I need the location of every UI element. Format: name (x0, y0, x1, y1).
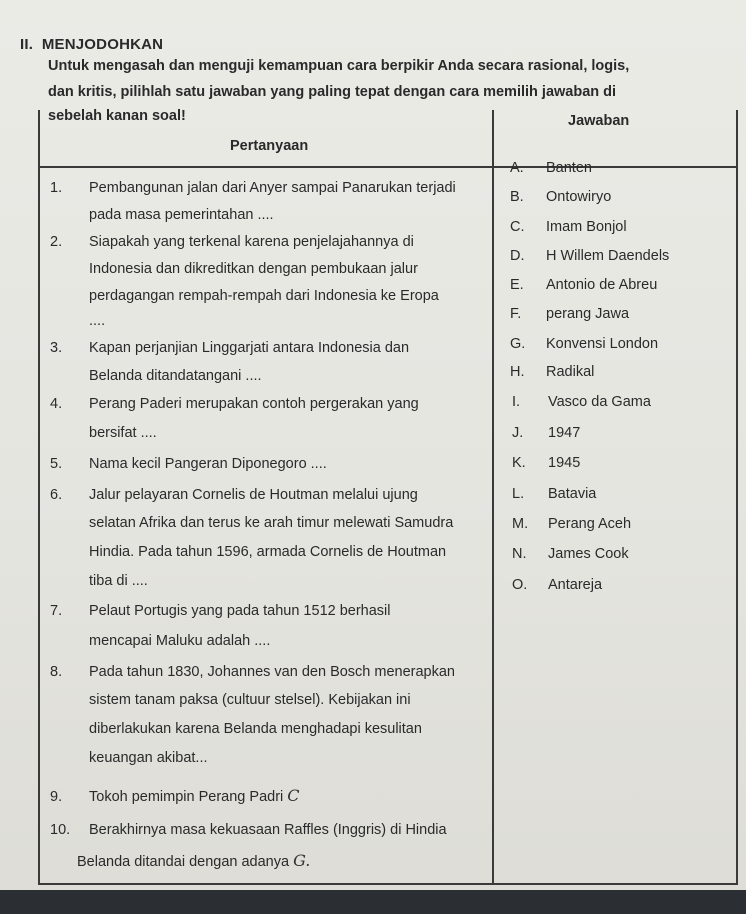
answer-option: M. Perang Aceh (512, 516, 632, 532)
handwritten-answer-10: G. (293, 851, 311, 870)
answer-option: L. Batavia (512, 486, 597, 502)
question-8-cont: diberlakukan karena Belanda menghadapi kesulitan (89, 721, 422, 737)
question-6-cont: Hindia. Pada tahun 1596, armada Cornelis de Houtman (89, 544, 447, 560)
instruction-line-2: dan kritis, pilihlah satu jawaban yang paling tepat dengan cara memilih jawaban di (48, 84, 617, 100)
answer-option: A. Banten (510, 160, 592, 176)
answer-option: F. perang Jawa (510, 306, 630, 322)
answer-option: E. Antonio de Abreu (510, 277, 658, 293)
instruction-line-3: sebelah kanan soal! (48, 108, 186, 124)
answer-option: C. Imam Bonjol (510, 219, 627, 235)
question-3-cont: Belanda ditandatangani .... (89, 368, 262, 384)
handwritten-answer-9: C (287, 786, 300, 805)
page-edge-shadow (0, 890, 746, 914)
question-8: 8. Pada tahun 1830, Johannes van den Bosch menerapkan (50, 664, 455, 680)
question-4: 4. Perang Paderi merupakan contoh pergerakan yang (50, 396, 419, 412)
question-8-cont: sistem tanam paksa (cultuur stelsel). Kebijakan ini (89, 692, 411, 708)
question-2: 2. Siapakah yang terkenal karena penjelajahannya di (50, 234, 414, 250)
question-1: 1. Pembangunan jalan dari Anyer sampai Panarukan terjadi (50, 180, 456, 196)
section-title: II. MENJODOHKAN (20, 36, 164, 53)
question-4-cont: bersifat .... (89, 425, 157, 441)
answer-option: O. Antareja (512, 577, 603, 593)
question-3: 3. Kapan perjanjian Linggarjati antara Indonesia dan (50, 340, 410, 356)
question-2-cont: .... (89, 313, 106, 329)
question-10: 10. Berakhirnya masa kekuasaan Raffles (Inggris) di Hindia (50, 822, 447, 838)
question-2-cont: perdagangan rempah-rempah dari Indonesia ke Eropa (89, 288, 439, 304)
answer-option: D. H Willem Daendels (510, 248, 670, 264)
answer-option: H. Radikal (510, 364, 595, 380)
question-6-cont: tiba di .... (89, 573, 148, 589)
question-5: 5. Nama kecil Pangeran Diponegoro .... (50, 456, 327, 472)
question-8-cont: keuangan akibat... (89, 750, 208, 766)
question-7-cont: mencapai Maluku adalah .... (89, 633, 271, 649)
question-9: 9. Tokoh pemimpin Perang Padri C (50, 786, 300, 805)
column-divider (492, 110, 494, 885)
instruction-line-1: Untuk mengasah dan menguji kemampuan cara berpikir Anda secara rasional, logis, (48, 58, 630, 74)
question-6: 6. Jalur pelayaran Cornelis de Houtman melalui ujung (50, 487, 418, 503)
header-answer: Jawaban (568, 113, 630, 129)
answer-option: K. 1945 (512, 455, 581, 471)
answer-option: N. James Cook (512, 546, 629, 562)
answer-option: I. Vasco da Gama (512, 394, 651, 410)
question-10-cont: Belanda ditandai dengan adanya G. (77, 851, 311, 870)
answer-option: B. Ontowiryo (510, 189, 612, 205)
question-7: 7. Pelaut Portugis yang pada tahun 1512 berhasil (50, 603, 391, 619)
question-1-cont: pada masa pemerintahan .... (89, 207, 274, 223)
header-divider (38, 166, 738, 168)
question-2-cont: Indonesia dan dikreditkan dengan pembukaan jalur (89, 261, 418, 277)
header-question: Pertanyaan (230, 138, 309, 154)
question-6-cont: selatan Afrika dan terus ke arah timur melewati Samudra (89, 515, 454, 531)
answer-option: J. 1947 (512, 425, 581, 441)
answer-option: G. Konvensi London (510, 336, 659, 352)
